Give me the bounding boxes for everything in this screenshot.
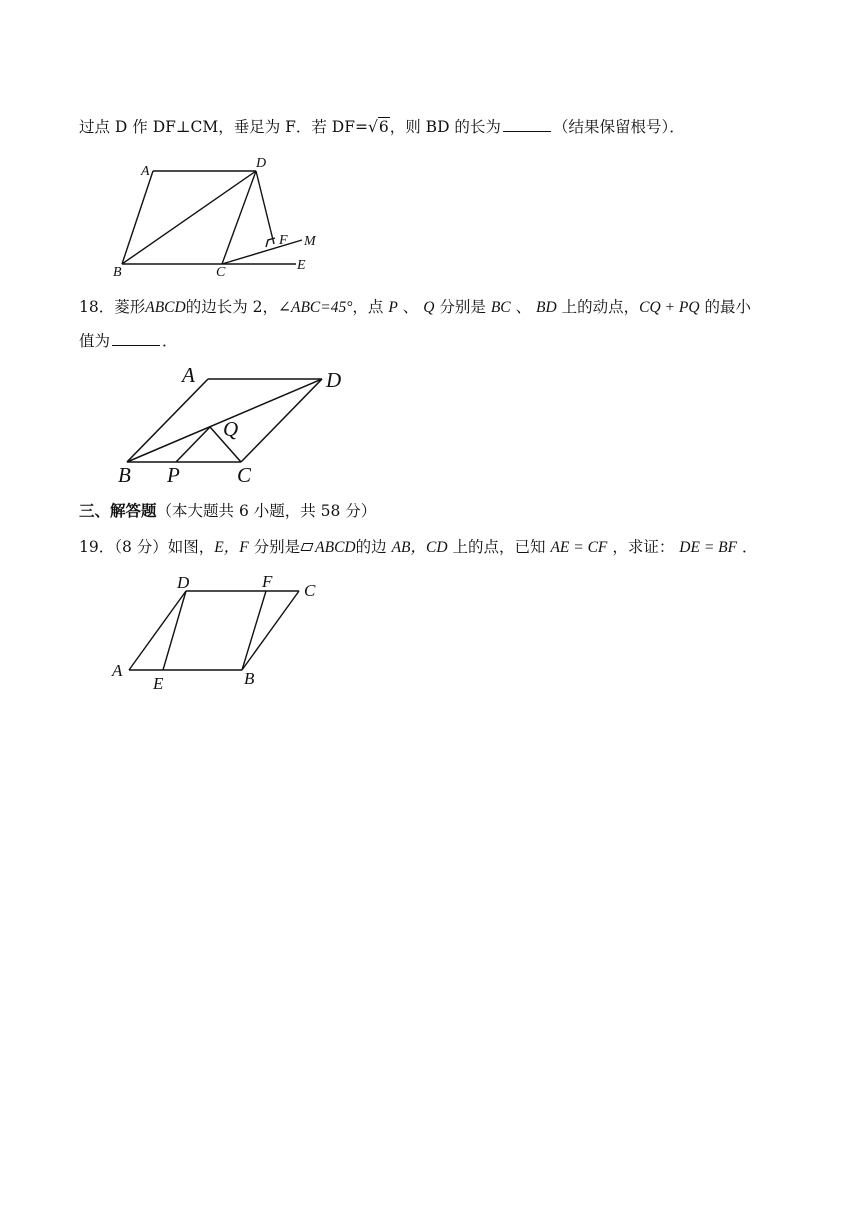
q17-text-b: ，则 BD 的长为 <box>389 118 501 136</box>
q17-text-a: 过点 D 作 DF⊥CM，垂足为 F．若 DF= <box>79 118 368 136</box>
q18-label-q: Q <box>223 417 239 441</box>
q17-label-d: D <box>256 156 267 171</box>
q17-label-c: C <box>216 265 226 280</box>
q18-label-d: D <box>326 368 342 392</box>
q18-num: 18．菱形 <box>79 298 146 316</box>
q18-side: 的边长为 2， <box>185 298 278 316</box>
q18-q: Q <box>423 299 435 316</box>
q18-label-c: C <box>237 463 252 487</box>
section3-note: （本大题共 6 小题，共 58 分） <box>156 502 377 520</box>
q19-seg-bc <box>242 591 299 670</box>
q19-seg-bf <box>242 591 266 670</box>
q19-mid2: 的边 <box>355 538 387 556</box>
q19-num: 19．（8 分）如图， <box>79 538 215 556</box>
q17-label-e: E <box>297 258 306 273</box>
q17-label-b: B <box>113 265 122 280</box>
q18-line2: 值为 <box>79 332 111 350</box>
q19-end: ． <box>742 538 758 556</box>
q18-p: P <box>388 299 398 316</box>
q17-label-a: A <box>141 164 150 179</box>
q17-text-c: （结果保留根号）． <box>552 118 685 136</box>
section3-title: 三、解答题 <box>79 501 157 520</box>
q18-mid2: 分别是 <box>439 298 486 316</box>
q19-mid3: 上的点，已知 <box>452 538 546 556</box>
q18-mid: ，点 <box>352 298 384 316</box>
q19-label-c: C <box>304 581 316 600</box>
q18-label-a: A <box>182 363 195 387</box>
q18-sep: 、 <box>402 298 419 316</box>
q19-prove: DE = BF <box>679 539 738 556</box>
q19-abcd: ABCD <box>315 539 356 556</box>
q19-mid: 分别是 <box>253 538 301 556</box>
q19-seg-ad <box>129 591 186 670</box>
q19-label-e: E <box>153 674 164 693</box>
q19-label-a: A <box>112 661 123 680</box>
q19-ab-cd: AB，CD <box>391 539 448 556</box>
q18-bc: BC <box>490 299 511 316</box>
q19-label-b: B <box>244 669 255 688</box>
sqrt-radicand: 6 <box>378 118 389 136</box>
q18-end: ． <box>162 332 178 350</box>
sqrt-sign: √ <box>367 118 378 136</box>
q18-angle: ∠ABC=45° <box>278 299 353 316</box>
q19-label-f: F <box>262 572 273 591</box>
q18-expr: CQ + PQ <box>639 299 700 316</box>
q18-abcd: ABCD <box>145 299 186 316</box>
q18-label-b: B <box>118 463 131 487</box>
q18-bd: BD <box>536 299 557 316</box>
q19-mid4: ，求证： <box>612 538 675 556</box>
q18-sep2: 、 <box>515 298 532 316</box>
q19-label-d: D <box>177 573 190 592</box>
q19-seg-de <box>163 591 186 670</box>
q18-tail: 的最小 <box>704 298 752 316</box>
q18-mid3: 上的动点， <box>561 298 640 316</box>
q19-given: AE = CF <box>550 539 608 556</box>
q17-label-f: F <box>279 233 288 248</box>
q18-label-p: P <box>167 463 180 487</box>
q19-ef: E，F <box>214 539 249 556</box>
q17-label-m: M <box>304 234 316 249</box>
